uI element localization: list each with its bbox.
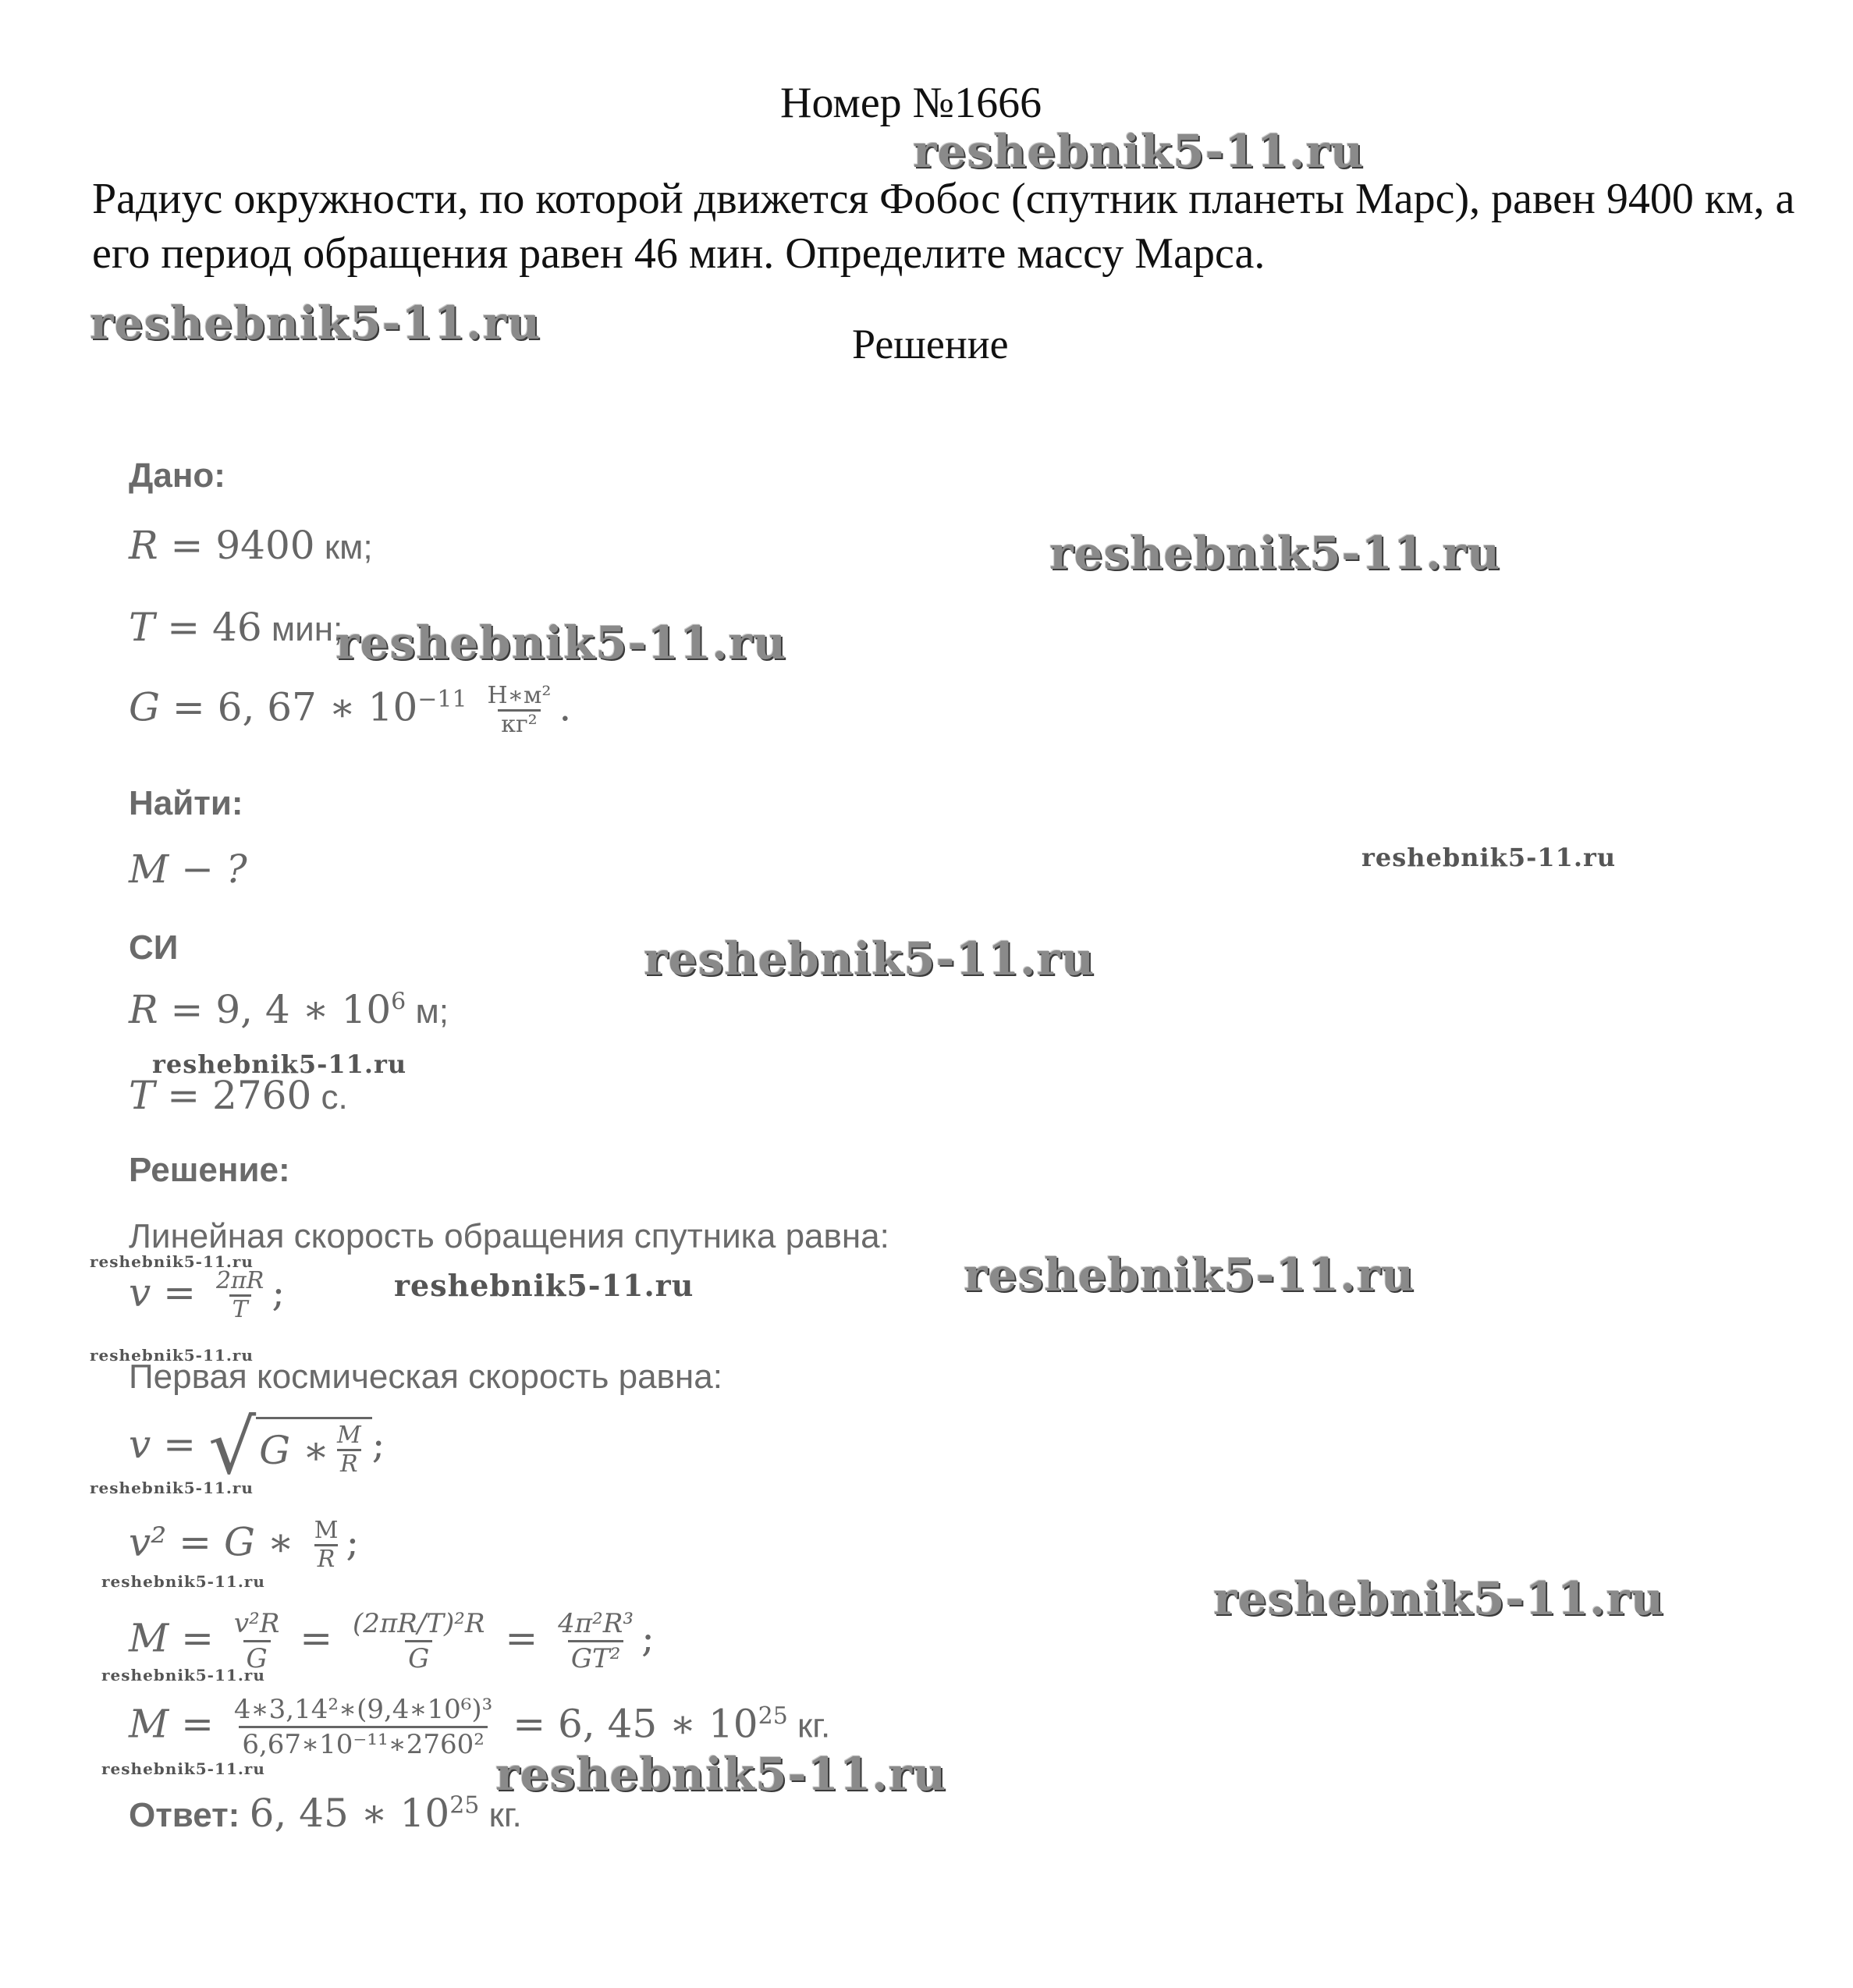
- given-period: T = 46 мин;: [129, 605, 343, 650]
- watermark: reshebnik5-11.ru: [1213, 1572, 1665, 1625]
- equation-mass-value: M = $\frac{\text{4∗3,14²∗(9,4∗10⁶)³}}{\text{6,67∗10⁻¹¹∗2760²}}$ = 6, 45 ∗ $10^{25}$ кг.: [129, 1694, 831, 1760]
- watermark: reshebnik5-11.ru: [152, 1049, 407, 1079]
- equation-speed-squared: v² = G ∗ $\frac{M}{R}$ ;: [129, 1517, 360, 1573]
- equation-mass-derivation: M = $\frac{\text{v²R}}{G}$ = $\frac{\text{(2πR/T)²R}}{G}$ = $\frac{\text{4π²R³}}{\text{GT²}}$ ;: [129, 1608, 655, 1674]
- watermark: reshebnik5-11.ru: [1049, 527, 1501, 580]
- watermark: reshebnik5-11.ru: [90, 1346, 254, 1365]
- watermark: reshebnik5-11.ru: [101, 1572, 265, 1591]
- si-label: СИ: [129, 928, 179, 967]
- equation-orbital-speed: v = √ G ∗ $\frac{M}{R}$ ;: [129, 1404, 385, 1491]
- watermark: reshebnik5-11.ru: [101, 1666, 265, 1684]
- watermark: reshebnik5-11.ru: [1361, 843, 1617, 872]
- si-period: T = 2760 с.: [129, 1073, 348, 1118]
- solution-text-orbital-speed: Первая космическая скорость равна:: [129, 1358, 722, 1396]
- problem-number: Номер №1666: [780, 79, 1042, 127]
- find-value: M − ?: [129, 847, 247, 892]
- watermark: reshebnik5-11.ru: [964, 1248, 1415, 1301]
- solution-label: Решение:: [129, 1151, 290, 1189]
- solution-text-linear-speed: Линейная скорость обращения спутника равна:: [129, 1217, 889, 1255]
- given-gravitational-constant: G = 6, 67 ∗ $10^{-11}$ $\frac{\text{Н∗м²}}{\text{кг²}}$ .: [129, 682, 572, 738]
- watermark: reshebnik5-11.ru: [90, 296, 541, 350]
- watermark: reshebnik5-11.ru: [101, 1759, 265, 1778]
- equation-linear-speed: v = $\frac{2\pi R}{T}$ ;: [129, 1267, 286, 1323]
- find-label: Найти:: [129, 784, 243, 822]
- solution-heading: Решение: [852, 321, 1009, 367]
- watermark: reshebnik5-11.ru: [394, 1268, 694, 1303]
- watermark: reshebnik5-11.ru: [913, 125, 1365, 178]
- watermark: reshebnik5-11.ru: [90, 1252, 254, 1271]
- given-radius: R = 9400 км;: [129, 523, 373, 568]
- watermark: reshebnik5-11.ru: [335, 616, 787, 669]
- watermark: reshebnik5-11.ru: [495, 1748, 947, 1801]
- watermark: reshebnik5-11.ru: [644, 932, 1095, 985]
- given-label: Дано:: [129, 456, 225, 495]
- problem-statement: Радиус окружности, по которой движется Фобос (спутник планеты Марс), равен 9400 км, а его период обращения равен 46 мин. Определите массу Марса.: [92, 175, 1795, 278]
- watermark: reshebnik5-11.ru: [90, 1479, 254, 1497]
- si-radius: R = 9, 4 ∗ $10^6$ м;: [129, 987, 449, 1032]
- answer: Ответ: 6, 45 ∗ $10^{25}$ кг.: [129, 1791, 522, 1836]
